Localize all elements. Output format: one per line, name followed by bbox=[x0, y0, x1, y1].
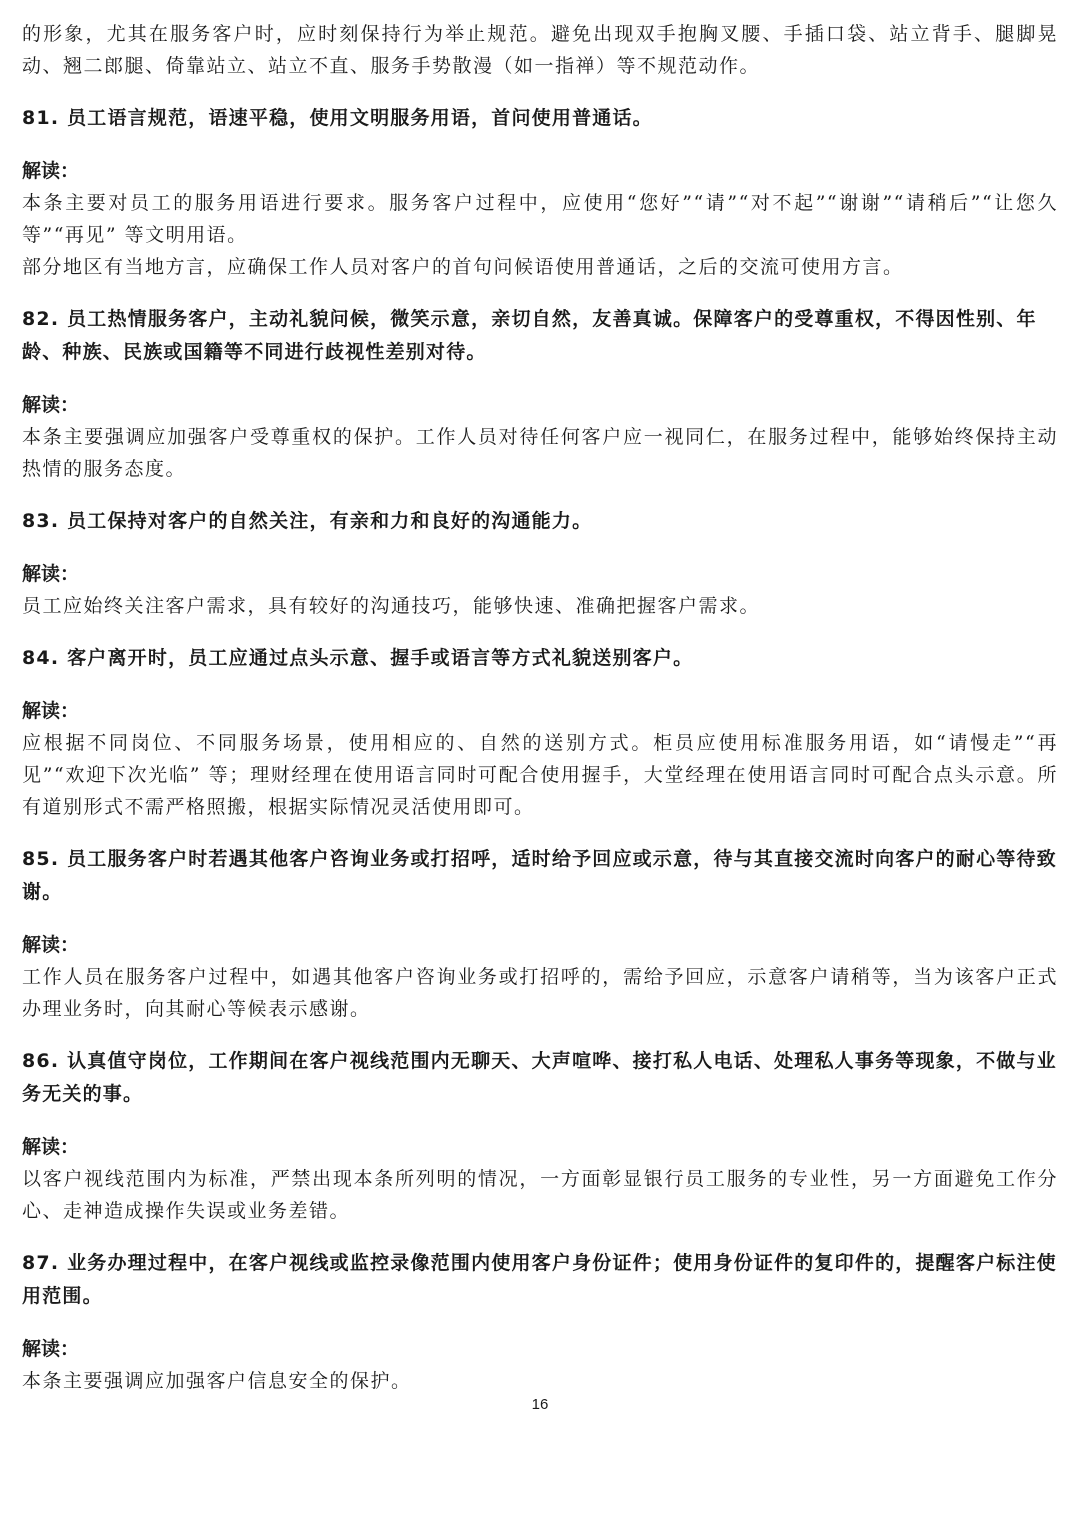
clause-86 bbox=[22, 1045, 1058, 1247]
reading-paragraph: 本条主要对员工的服务用语进行要求。服务客户过程中，应使用“您好”“请”“对不起”“谢谢”“请稍后”“让您久等”“再见” 等文明用语。 bbox=[22, 192, 1058, 246]
reading-paragraph: 本条主要强调应加强客户信息安全的保护。 bbox=[22, 1370, 412, 1392]
clause-title: 81. 员工语言规范，语速平稳，使用文明服务用语，首问使用普通话。 bbox=[22, 107, 653, 129]
clause-81 bbox=[22, 102, 1058, 303]
clause-85 bbox=[22, 843, 1058, 1045]
clause-title: 82. 员工热情服务客户，主动礼貌问候，微笑示意，亲切自然，友善真诚。保障客户的受尊重权，不得因性别、年龄、种族、民族或国籍等不同进行歧视性差别对待。 bbox=[22, 308, 1037, 363]
reading-label: 解读： bbox=[22, 160, 80, 182]
reading-paragraph: 员工应始终关注客户需求，具有较好的沟通技巧，能够快速、准确把握客户需求。 bbox=[22, 595, 761, 617]
clause-82 bbox=[22, 303, 1058, 505]
reading-label: 解读： bbox=[22, 563, 80, 585]
clause-title: 83. 员工保持对客户的自然关注，有亲和力和良好的沟通能力。 bbox=[22, 510, 593, 532]
clause-83 bbox=[22, 505, 1058, 642]
clause-title: 87. 业务办理过程中，在客户视线或监控录像范围内使用客户身份证件；使用身份证件的复印件的，提醒客户标注使用范围。 bbox=[22, 1252, 1057, 1307]
reading-paragraph: 以客户视线范围内为标准，严禁出现本条所列明的情况，一方面彰显银行员工服务的专业性，另一方面避免工作分心、走神造成操作失误或业务差错。 bbox=[22, 1168, 1058, 1222]
clause-title: 86. 认真值守岗位，工作期间在客户视线范围内无聊天、大声喧哗、接打私人电话、处理私人事务等现象，不做与业务无关的事。 bbox=[22, 1050, 1057, 1105]
reading-paragraph: 部分地区有当地方言，应确保工作人员对客户的首句问候语使用普通话，之后的交流可使用方言。 bbox=[22, 256, 904, 278]
intro-paragraph: 的形象，尤其在服务客户时，应时刻保持行为举止规范。避免出现双手抱胸叉腰、手插口袋、站立背手、腿脚晃动、翘二郎腿、倚靠站立、站立不直、服务手势散漫（如一指禅）等不规范动作。 bbox=[22, 23, 1058, 77]
clause-title: 85. 员工服务客户时若遇其他客户咨询业务或打招呼，适时给予回应或示意，待与其直接交流时向客户的耐心等待致谢。 bbox=[22, 848, 1057, 903]
reading-label: 解读： bbox=[22, 1136, 80, 1158]
document-body bbox=[22, 18, 1058, 1397]
clause-title: 84. 客户离开时，员工应通过点头示意、握手或语言等方式礼貌送别客户。 bbox=[22, 647, 694, 669]
reading-label: 解读： bbox=[22, 1338, 80, 1360]
page-number: 16 bbox=[531, 1396, 549, 1413]
reading-label: 解读： bbox=[22, 394, 80, 416]
reading-label: 解读： bbox=[22, 934, 80, 956]
clause-84 bbox=[22, 642, 1058, 843]
clause-87 bbox=[22, 1247, 1058, 1397]
reading-paragraph: 工作人员在服务客户过程中，如遇其他客户咨询业务或打招呼的，需给予回应，示意客户请稍等，当为该客户正式办理业务时，向其耐心等候表示感谢。 bbox=[22, 966, 1058, 1020]
reading-paragraph: 本条主要强调应加强客户受尊重权的保护。工作人员对待任何客户应一视同仁，在服务过程中，能够始终保持主动热情的服务态度。 bbox=[22, 426, 1058, 480]
reading-label: 解读： bbox=[22, 700, 80, 722]
reading-paragraph: 应根据不同岗位、不同服务场景，使用相应的、自然的送别方式。柜员应使用标准服务用语，如“请慢走”“再见”“欢迎下次光临” 等；理财经理在使用语言同时可配合使用握手，大堂经理在使用语言同时可配合点头示意。所有道别形式不需严格照搬，根据实际情况灵活使用即可。 bbox=[22, 732, 1058, 818]
